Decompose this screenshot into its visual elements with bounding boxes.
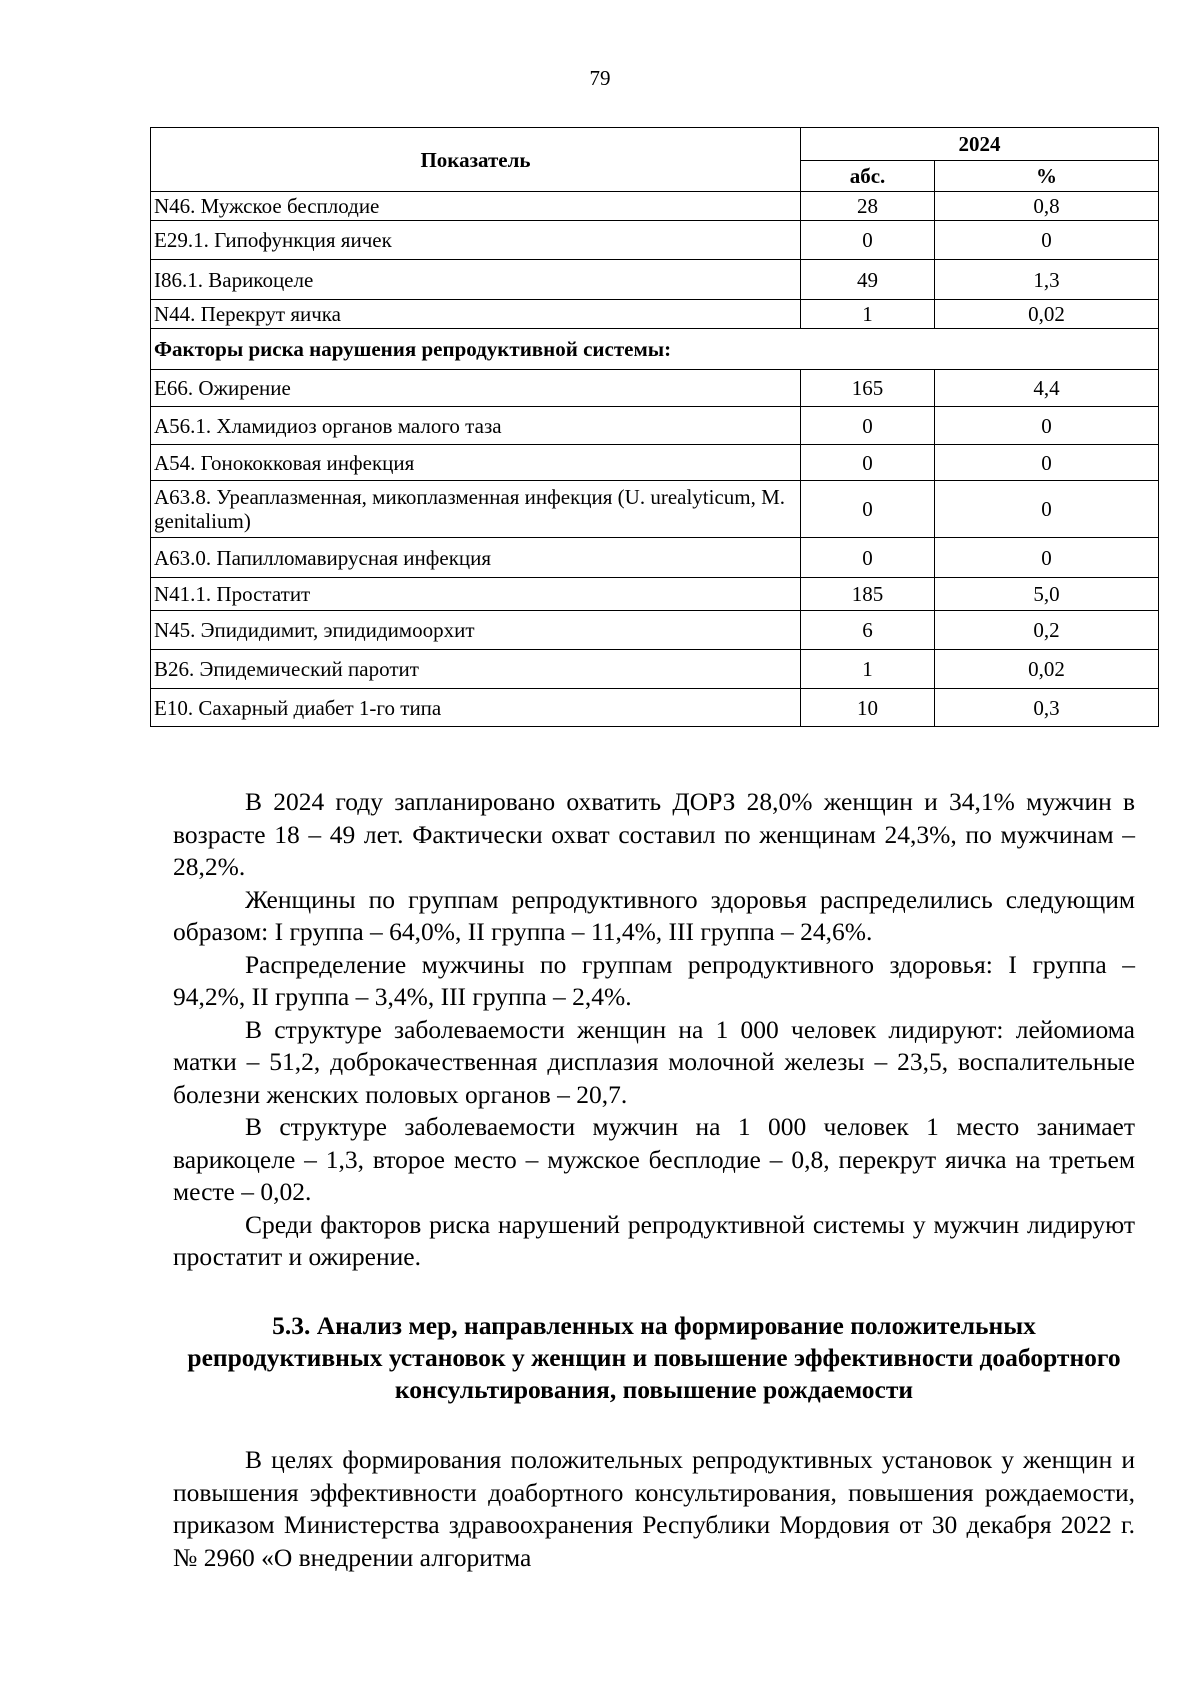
row-pct: 0	[935, 481, 1159, 538]
row-label: N44. Перекрут яичка	[151, 300, 801, 329]
column-header-indicator: Показатель	[151, 128, 801, 192]
table-row	[151, 481, 1159, 538]
paragraph: Среди факторов риска нарушений репродуктивной системы у мужчин лидируют простатит и ожирение.	[173, 1209, 1135, 1271]
row-abs: 0	[801, 481, 935, 538]
row-abs: 0	[801, 445, 935, 481]
row-abs: 0	[801, 407, 935, 445]
row-label: B26. Эпидемический паротит	[151, 650, 801, 689]
paragraph: В структуре заболеваемости мужчин на 1 000 человек 1 место занимает варикоцеле – 1,3, второе место – мужское бесплодие – 0,8, перекрут яичка на третьем месте – 0,02.	[173, 1112, 1135, 1206]
paragraph: В целях формирования положительных репродуктивных установок у женщин и повышения эффективности доабортного консультирования, повышения рождаемости, приказом Министерства здравоохранения Республики Мордовия от 30 декабря 2022 г. № 2960 «О внедрении алгоритма	[173, 1445, 1135, 1572]
table-row	[151, 407, 1159, 445]
row-pct: 0,8	[935, 192, 1159, 221]
body-text-continuation	[173, 1444, 1135, 1574]
row-pct: 0	[935, 407, 1159, 445]
paragraph: Женщины по группам репродуктивного здоровья распределились следующим образом: I группа – 64,0%, II группа – 11,4%, III группа – 24,6%.	[173, 884, 1135, 946]
row-label: A54. Гонококковая инфекция	[151, 445, 801, 481]
statistics-table	[150, 127, 1159, 727]
body-text	[173, 786, 1135, 1274]
column-header-abs: абс.	[801, 161, 935, 192]
row-label: A63.8. Уреаплазменная, микоплазменная инфекция (U. urealyticum, M. genitalium)	[151, 481, 801, 538]
table-row	[151, 445, 1159, 481]
page-number: 79	[589, 66, 611, 90]
row-pct: 5,0	[935, 578, 1159, 611]
row-label: A56.1. Хламидиоз органов малого таза	[151, 407, 801, 445]
table-row	[151, 300, 1159, 329]
row-pct: 0	[935, 221, 1159, 260]
row-abs: 1	[801, 650, 935, 689]
table-row	[151, 192, 1159, 221]
section-heading: 5.3. Анализ мер, направленных на формирование положительных репродуктивных установок у женщин и повышение эффективности доабортного консультирования, повышение рождаемости	[187, 1311, 1121, 1404]
table-row	[151, 689, 1159, 727]
table-row	[151, 578, 1159, 611]
row-label: N45. Эпидидимит, эпидидимоорхит	[151, 611, 801, 650]
row-abs: 165	[801, 370, 935, 407]
row-label: E10. Сахарный диабет 1-го типа	[151, 689, 801, 727]
row-abs: 0	[801, 538, 935, 578]
row-pct: 1,3	[935, 260, 1159, 300]
row-abs: 0	[801, 221, 935, 260]
row-abs: 6	[801, 611, 935, 650]
row-label: A63.0. Папилломавирусная инфекция	[151, 538, 801, 578]
column-header-year: 2024	[801, 128, 1159, 161]
row-pct: 0,02	[935, 650, 1159, 689]
row-label: N46. Мужское бесплодие	[151, 192, 801, 221]
row-abs: 10	[801, 689, 935, 727]
row-pct: 0,3	[935, 689, 1159, 727]
paragraph: Распределение мужчины по группам репродуктивного здоровья: I группа – 94,2%, II группа – 3,4%, III группа – 2,4%.	[173, 949, 1135, 1011]
section-label: Факторы риска нарушения репродуктивной системы:	[151, 329, 1159, 370]
row-pct: 0	[935, 445, 1159, 481]
table-row	[151, 221, 1159, 260]
table-row	[151, 538, 1159, 578]
row-label: E66. Ожирение	[151, 370, 801, 407]
table-row	[151, 650, 1159, 689]
row-label: I86.1. Варикоцеле	[151, 260, 801, 300]
row-abs: 28	[801, 192, 935, 221]
row-label: E29.1. Гипофункция яичек	[151, 221, 801, 260]
row-abs: 49	[801, 260, 935, 300]
row-pct: 0	[935, 538, 1159, 578]
paragraph: В 2024 году запланировано охватить ДОРЗ 28,0% женщин и 34,1% мужчин в возрасте 18 – 49 лет. Фактически охват составил по женщинам 24,3%, по мужчинам – 28,2%.	[173, 787, 1135, 881]
row-abs: 1	[801, 300, 935, 329]
row-abs: 185	[801, 578, 935, 611]
column-header-pct: %	[935, 161, 1159, 192]
row-pct: 4,4	[935, 370, 1159, 407]
row-pct: 0,2	[935, 611, 1159, 650]
table-row	[151, 260, 1159, 300]
paragraph: В структуре заболеваемости женщин на 1 000 человек лидируют: лейомиома матки – 51,2, доброкачественная дисплазия молочной железы – 23,5, воспалительные болезни женских половых органов – 20,7.	[173, 1014, 1135, 1109]
table-section-row	[151, 329, 1159, 370]
table-row	[151, 370, 1159, 407]
row-label: N41.1. Простатит	[151, 578, 801, 611]
row-pct: 0,02	[935, 300, 1159, 329]
table-row	[151, 611, 1159, 650]
